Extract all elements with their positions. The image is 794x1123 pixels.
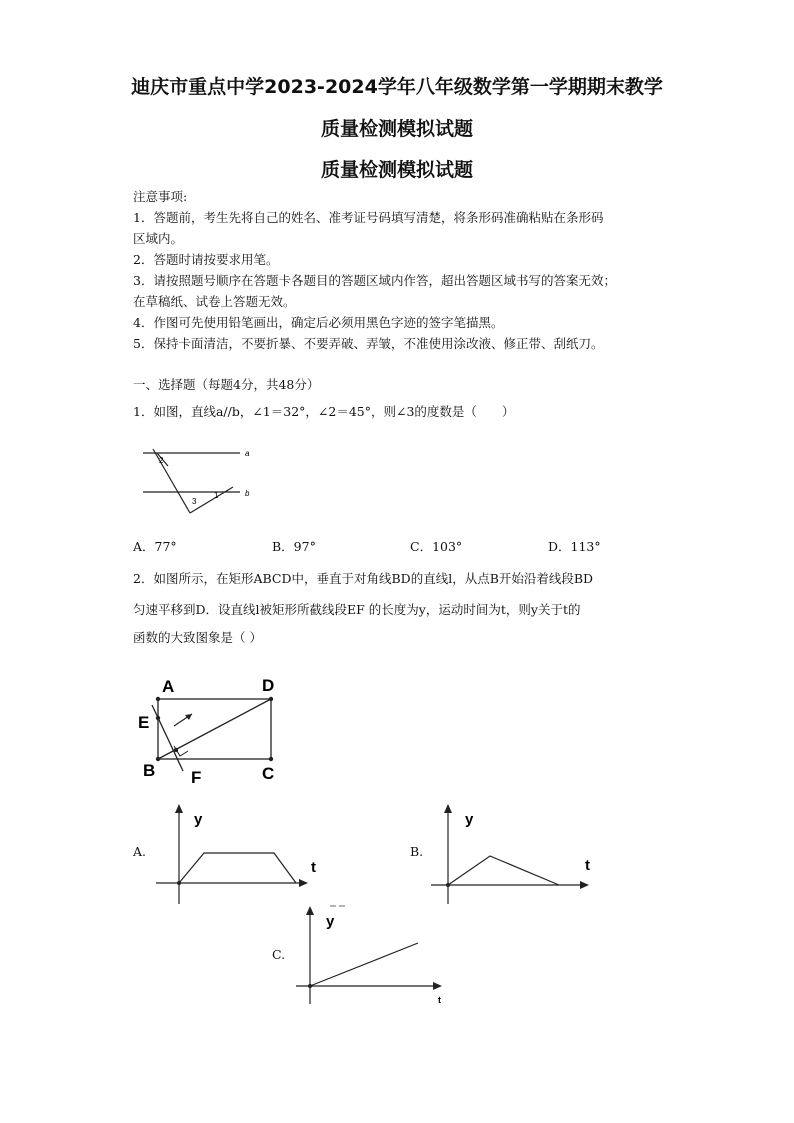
point-b [156, 757, 160, 761]
graph-c-option[interactable]: C. [272, 947, 286, 962]
page-subtitle: 质量检测模拟试题 [320, 118, 473, 140]
graph-b-x-arrow [580, 881, 589, 889]
notice-item: 4．作图可先使用铅笔画出，确定后必须用黑色字迹的签字笔描黑。 [133, 315, 504, 330]
question-1-choice-a[interactable]: A．77° [133, 539, 177, 554]
graph-a-x-label: t [311, 859, 316, 876]
section-heading: 一、选择题（每题4分，共48分） [133, 377, 320, 392]
point-e [156, 716, 160, 720]
graph-a-option[interactable]: A. [133, 844, 147, 859]
notice-item: 区域内。 [133, 231, 184, 246]
label-b: b [245, 489, 250, 498]
graph-a-y-arrow [175, 804, 183, 813]
question-2-stem: 函数的大致图象是（ ） [133, 630, 262, 645]
arrow-head [185, 714, 192, 720]
graph-b-origin [446, 883, 450, 887]
question-2-stem: 2．如图所示，在矩形ABCD中，垂直于对角线BD的直线l，从点B开始沿着线段BD [133, 571, 594, 586]
question-1-choice-b[interactable]: B．97° [272, 539, 316, 554]
label-D: D [262, 676, 275, 695]
graph-b-y-arrow [444, 804, 452, 813]
point-c [269, 757, 273, 761]
graph-c-curve [310, 943, 418, 986]
page-title: 迪庆市重点中学2023-2024学年八年级数学第一学期期末教学 [131, 76, 663, 98]
label-a: a [245, 449, 250, 458]
graph-b-x-label: t [585, 857, 590, 874]
notice-item: 2．答题时请按要求用笔。 [133, 252, 279, 267]
graph-b-option[interactable]: B. [410, 844, 424, 859]
notice-item: 5．保持卡面清洁，不要折暴、不要弄破、弄皱，不准使用涂改液、修正带、刮纸刀。 [133, 336, 604, 351]
graph-b[interactable] [425, 800, 605, 910]
graph-c-x-label: t [438, 995, 441, 1005]
line-l [152, 705, 183, 771]
graph-a-curve [179, 853, 296, 883]
question-2-stem: 匀速平移到D．设直线l被矩形所截线段EF 的长度为y，运动时间为t，则y关于t的 [133, 602, 581, 617]
question-1-choice-c[interactable]: C．103° [410, 539, 463, 554]
notice-item: 3．请按照题号顺序在答题卡各题目的答题区域内作答，超出答题区域书写的答案无效； [133, 273, 616, 288]
question-1-choice-d[interactable]: D．113° [548, 539, 601, 554]
graph-a[interactable] [150, 800, 330, 910]
graph-c-y-label: y [326, 913, 335, 930]
label-F: F [191, 768, 202, 787]
graph-a-x-arrow [299, 879, 308, 887]
point-d [269, 697, 273, 701]
label-angle-2: 2 [159, 456, 164, 465]
page-subtitle-repeat: 质量检测模拟试题 [320, 159, 473, 181]
question-1-figure [135, 440, 265, 520]
graph-c[interactable] [290, 900, 460, 1010]
question-1-stem: 1．如图，直线a//b，∠1＝32°，∠2＝45°，则∠3的度数是（ ） [133, 404, 515, 419]
graph-c-y-arrow [306, 906, 314, 915]
notice-item: 1．答题前，考生先将自己的姓名、准考证号码填写清楚，将条形码准确粘贴在条形码 [133, 210, 604, 225]
question-2-rectangle-figure [130, 670, 300, 790]
point-a [156, 697, 160, 701]
graph-b-y-label: y [465, 811, 474, 828]
label-C: C [262, 764, 275, 783]
label-E: E [138, 713, 150, 732]
label-A: A [162, 677, 175, 696]
graph-a-origin [177, 881, 181, 885]
graph-c-x-arrow [433, 982, 442, 990]
point-f [174, 748, 178, 752]
notice-item: 在草稿纸、试卷上答题无效。 [133, 294, 296, 309]
label-angle-3: 3 [192, 497, 197, 506]
graph-b-curve [448, 856, 559, 885]
label-B: B [143, 761, 156, 780]
graph-a-y-label: y [194, 811, 203, 828]
label-angle-1: 1 [214, 491, 219, 500]
notice-heading: 注意事项: [133, 189, 188, 204]
graph-c-origin [308, 984, 312, 988]
